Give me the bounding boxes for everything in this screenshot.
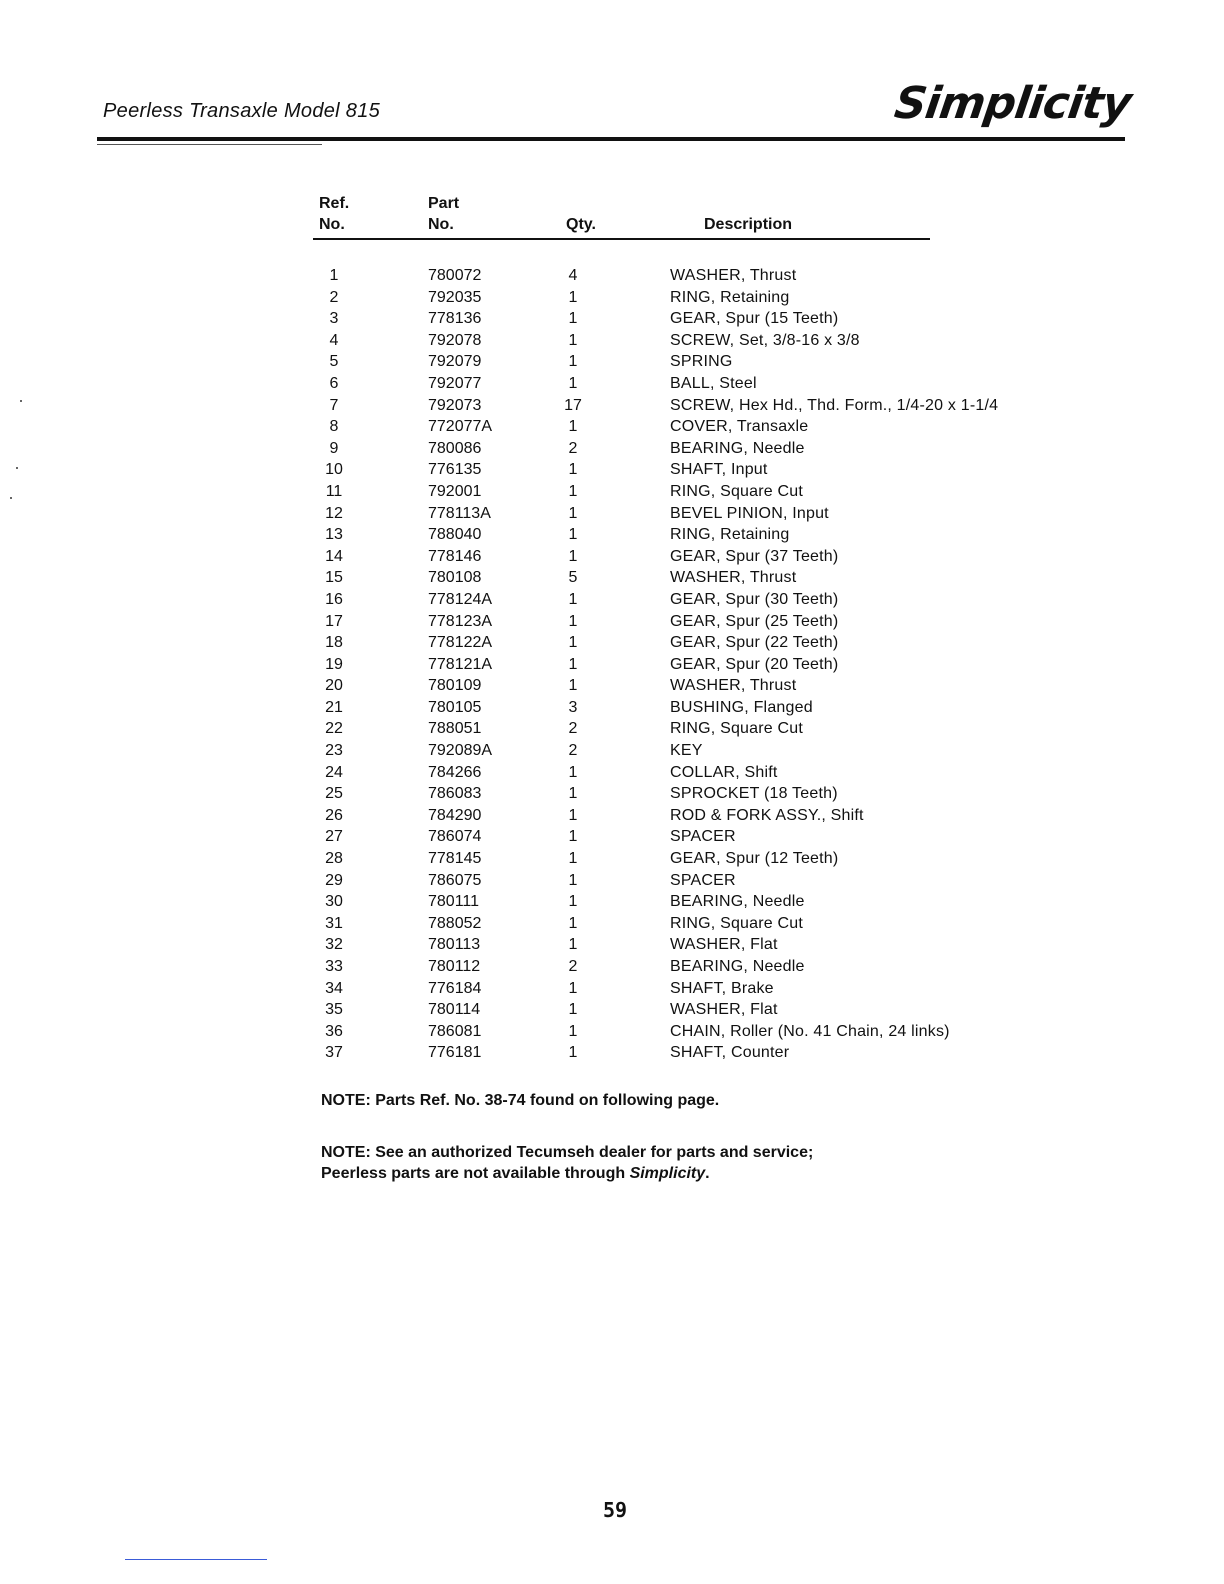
table-row: [0, 654, 1224, 676]
qty-cell: 2: [568, 958, 578, 975]
description-cell: BEARING, Needle: [670, 893, 805, 911]
description-cell: GEAR, Spur (12 Teeth): [670, 850, 839, 868]
qty-cell: 17: [564, 396, 582, 414]
qty-cell: 1: [568, 634, 578, 652]
qty-cell: 1: [568, 806, 578, 824]
table-row: [0, 546, 1224, 568]
ref-no-cell: 20: [325, 677, 343, 695]
ref-no-cell: 9: [329, 439, 339, 457]
qty-cell: 1: [568, 828, 578, 846]
qty-cell: 1: [568, 677, 578, 695]
table-row: [0, 611, 1224, 633]
part-no-cell: 792035: [428, 288, 482, 306]
ref-no-cell: 10: [325, 461, 343, 479]
qty-cell: 1: [568, 1044, 578, 1062]
part-no-cell: 780112: [428, 958, 481, 975]
table-row: [0, 308, 1224, 330]
ref-no-cell: 11: [325, 482, 343, 500]
ref-no-cell: 21: [325, 698, 343, 716]
description-cell: WASHER, Thrust: [670, 677, 797, 695]
part-no-cell: 778123A: [428, 612, 493, 630]
qty-cell: 1: [568, 893, 578, 911]
qty-cell: 4: [568, 267, 578, 284]
column-header-qty: Qty.: [566, 216, 596, 233]
ref-no-cell: 12: [325, 504, 343, 522]
qty-cell: 1: [568, 353, 578, 371]
qty-cell: 1: [568, 655, 578, 673]
ref-no-cell: 35: [325, 1001, 343, 1019]
ref-no-cell: 30: [325, 893, 343, 911]
column-header-description: Description: [704, 216, 793, 233]
table-row: [0, 675, 1224, 697]
table-header-divider: [313, 238, 930, 240]
description-cell: CHAIN, Roller (No. 41 Chain, 24 links): [670, 1022, 950, 1040]
note-availability-period: .: [705, 1165, 710, 1182]
column-header-ref-no: [319, 193, 349, 235]
qty-cell: 1: [568, 461, 578, 479]
qty-cell: 3: [568, 698, 578, 716]
part-no-cell: 792089A: [428, 742, 493, 760]
table-row: [0, 805, 1224, 827]
ref-no-cell: 28: [325, 850, 343, 868]
qty-cell: 1: [568, 871, 578, 889]
qty-cell: 2: [568, 742, 578, 760]
note-dealer-service: NOTE: See an authorized Tecumseh dealer for parts and service;: [321, 1144, 814, 1161]
description-cell: SHAFT, Counter: [670, 1044, 790, 1062]
qty-cell: 1: [568, 310, 578, 328]
qty-cell: 1: [568, 590, 578, 608]
page-number: 59: [603, 1498, 628, 1522]
description-cell: BEARING, Needle: [670, 958, 805, 975]
table-row: [0, 632, 1224, 654]
part-no-cell: 780108: [428, 569, 482, 587]
table-row: [0, 481, 1224, 503]
part-no-cell: 788052: [428, 914, 482, 932]
table-row: [0, 848, 1224, 870]
part-no-cell: 780109: [428, 677, 482, 695]
table-row: [0, 826, 1224, 848]
description-cell: SPACER: [670, 828, 736, 846]
ref-no-cell: 5: [329, 353, 339, 371]
description-cell: WASHER, Flat: [670, 936, 778, 954]
part-no-cell: 786083: [428, 785, 482, 803]
part-no-cell: 786081: [428, 1022, 482, 1040]
qty-cell: 5: [568, 569, 578, 587]
table-row: [0, 330, 1224, 352]
description-cell: BUSHING, Flanged: [670, 698, 813, 716]
qty-cell: 1: [568, 850, 578, 868]
scan-speck: [10, 497, 12, 499]
description-cell: SPACER: [670, 871, 736, 889]
table-row: [0, 438, 1224, 460]
note-availability-brand: Simplicity: [629, 1165, 706, 1182]
ref-no-cell: 26: [325, 806, 343, 824]
qty-cell: 1: [568, 1001, 578, 1019]
description-cell: SPRING: [670, 353, 733, 371]
part-no-cell: 778113A: [428, 504, 491, 522]
table-row: [0, 913, 1224, 935]
qty-cell: 1: [568, 979, 578, 997]
ref-no-cell: 31: [325, 914, 343, 932]
part-no-cell: 780111: [428, 893, 480, 911]
description-cell: SHAFT, Input: [670, 461, 768, 479]
ref-no-cell: 25: [325, 785, 343, 803]
qty-cell: 1: [568, 936, 578, 954]
ref-no-cell: 23: [325, 742, 343, 760]
description-cell: WASHER, Thrust: [670, 569, 797, 587]
part-no-cell: 788040: [428, 526, 482, 544]
table-row: [0, 1042, 1224, 1064]
ref-no-cell: 3: [329, 310, 339, 328]
table-row: [0, 351, 1224, 373]
qty-cell: 2: [568, 439, 578, 457]
column-header-part-line2: No.: [428, 216, 454, 233]
description-cell: WASHER, Thrust: [670, 267, 797, 284]
qty-cell: 2: [568, 720, 578, 738]
part-no-cell: 792073: [428, 396, 482, 414]
description-cell: GEAR, Spur (20 Teeth): [670, 655, 839, 673]
part-no-cell: 778124A: [428, 590, 493, 608]
table-row: [0, 934, 1224, 956]
description-cell: GEAR, Spur (25 Teeth): [670, 612, 839, 630]
table-row: [0, 697, 1224, 719]
ref-no-cell: 37: [325, 1044, 343, 1062]
ref-no-cell: 2: [329, 288, 339, 306]
header-divider: [97, 137, 1125, 141]
description-cell: RING, Square Cut: [670, 482, 804, 500]
qty-cell: 1: [568, 504, 578, 522]
table-row: [0, 265, 1224, 287]
parts-table: [0, 265, 1224, 1064]
part-no-cell: 784290: [428, 806, 482, 824]
ref-no-cell: 18: [325, 634, 343, 652]
ref-no-cell: 1: [329, 267, 339, 284]
description-cell: KEY: [670, 742, 703, 760]
part-no-cell: 778136: [428, 310, 482, 328]
part-no-cell: 784266: [428, 763, 482, 781]
scan-speck: [20, 400, 22, 402]
column-header-part-no: [428, 193, 459, 235]
ref-no-cell: 8: [329, 418, 339, 436]
description-cell: BEARING, Needle: [670, 439, 805, 457]
table-row: [0, 395, 1224, 417]
ref-no-cell: 15: [325, 569, 343, 587]
part-no-cell: 772077A: [428, 418, 493, 436]
part-no-cell: 778122A: [428, 634, 493, 652]
table-row: [0, 870, 1224, 892]
note-availability: [321, 1163, 710, 1184]
brand-logo: Simplicity: [891, 78, 1134, 129]
ref-no-cell: 6: [329, 374, 339, 392]
description-cell: COVER, Transaxle: [670, 418, 809, 436]
ref-no-cell: 36: [325, 1022, 343, 1040]
table-row: [0, 762, 1224, 784]
part-no-cell: 780105: [428, 698, 482, 716]
part-no-cell: 786074: [428, 828, 482, 846]
table-row: [0, 891, 1224, 913]
column-header-ref-line2: No.: [319, 216, 345, 233]
ref-no-cell: 16: [325, 590, 343, 608]
note-availability-text: Peerless parts are not available through: [321, 1165, 630, 1182]
qty-cell: 1: [568, 785, 578, 803]
table-row: [0, 589, 1224, 611]
table-row: [0, 503, 1224, 525]
part-no-cell: 778121A: [428, 655, 493, 673]
ref-no-cell: 19: [325, 655, 343, 673]
description-cell: RING, Retaining: [670, 288, 790, 306]
qty-cell: 1: [568, 374, 578, 392]
description-cell: GEAR, Spur (15 Teeth): [670, 310, 839, 328]
qty-cell: 1: [568, 526, 578, 544]
qty-cell: 1: [568, 763, 578, 781]
ref-no-cell: 24: [325, 763, 343, 781]
note-parts-continued: NOTE: Parts Ref. No. 38-74 found on following page.: [321, 1092, 720, 1109]
qty-cell: 1: [568, 547, 578, 565]
part-no-cell: 792001: [428, 482, 482, 500]
ref-no-cell: 27: [325, 828, 343, 846]
table-row: [0, 1021, 1224, 1043]
description-cell: WASHER, Flat: [670, 1001, 778, 1019]
ref-no-cell: 4: [329, 331, 339, 349]
ref-no-cell: 17: [325, 612, 343, 630]
part-no-cell: 780113: [428, 936, 481, 954]
part-no-cell: 780086: [428, 439, 482, 457]
description-cell: BALL, Steel: [670, 374, 757, 392]
part-no-cell: 778146: [428, 547, 482, 565]
ref-no-cell: 34: [325, 979, 343, 997]
part-no-cell: 792079: [428, 353, 482, 371]
part-no-cell: 780114: [428, 1001, 481, 1019]
qty-cell: 1: [568, 914, 578, 932]
part-no-cell: 792077: [428, 374, 482, 392]
part-no-cell: 792078: [428, 331, 482, 349]
description-cell: GEAR, Spur (30 Teeth): [670, 590, 839, 608]
qty-cell: 1: [568, 331, 578, 349]
description-cell: GEAR, Spur (37 Teeth): [670, 547, 839, 565]
table-row: [0, 783, 1224, 805]
table-row: [0, 718, 1224, 740]
scan-speck: [16, 467, 18, 469]
table-row: [0, 956, 1224, 978]
description-cell: ROD & FORK ASSY., Shift: [670, 806, 864, 824]
part-no-cell: 776181: [428, 1044, 482, 1062]
table-row: [0, 373, 1224, 395]
description-cell: SCREW, Set, 3/8-16 x 3/8: [670, 331, 860, 349]
part-no-cell: 778145: [428, 850, 482, 868]
qty-cell: 1: [568, 1022, 578, 1040]
description-cell: COLLAR, Shift: [670, 763, 778, 781]
description-cell: SCREW, Hex Hd., Thd. Form., 1/4-20 x 1-1/4: [670, 396, 999, 414]
description-cell: SPROCKET (18 Teeth): [670, 785, 838, 803]
description-cell: RING, Square Cut: [670, 914, 804, 932]
ref-no-cell: 7: [329, 396, 339, 414]
part-no-cell: 788051: [428, 720, 482, 738]
table-row: [0, 978, 1224, 1000]
table-row: [0, 999, 1224, 1021]
description-cell: SHAFT, Brake: [670, 979, 774, 997]
qty-cell: 1: [568, 288, 578, 306]
table-row: [0, 287, 1224, 309]
table-row: [0, 416, 1224, 438]
part-no-cell: 786075: [428, 871, 482, 889]
table-row: [0, 740, 1224, 762]
ref-no-cell: 33: [325, 958, 343, 975]
table-row: [0, 567, 1224, 589]
ref-no-cell: 22: [325, 720, 343, 738]
qty-cell: 1: [568, 482, 578, 500]
description-cell: BEVEL PINION, Input: [670, 504, 829, 522]
description-cell: RING, Square Cut: [670, 720, 804, 738]
ref-no-cell: 13: [325, 526, 343, 544]
part-no-cell: 776184: [428, 979, 482, 997]
column-header-part-line1: Part: [428, 195, 460, 212]
table-row: [0, 459, 1224, 481]
ref-no-cell: 29: [325, 871, 343, 889]
qty-cell: 1: [568, 418, 578, 436]
description-cell: RING, Retaining: [670, 526, 790, 544]
header-divider-thin: [97, 144, 322, 145]
footer-line: [125, 1559, 267, 1560]
qty-cell: 1: [568, 612, 578, 630]
column-header-ref-line1: Ref.: [319, 195, 350, 212]
table-row: [0, 524, 1224, 546]
ref-no-cell: 32: [325, 936, 343, 954]
part-no-cell: 780072: [428, 267, 482, 284]
part-no-cell: 776135: [428, 461, 482, 479]
page-header-title: Peerless Transaxle Model 815: [103, 100, 381, 122]
description-cell: GEAR, Spur (22 Teeth): [670, 634, 839, 652]
ref-no-cell: 14: [325, 547, 343, 565]
